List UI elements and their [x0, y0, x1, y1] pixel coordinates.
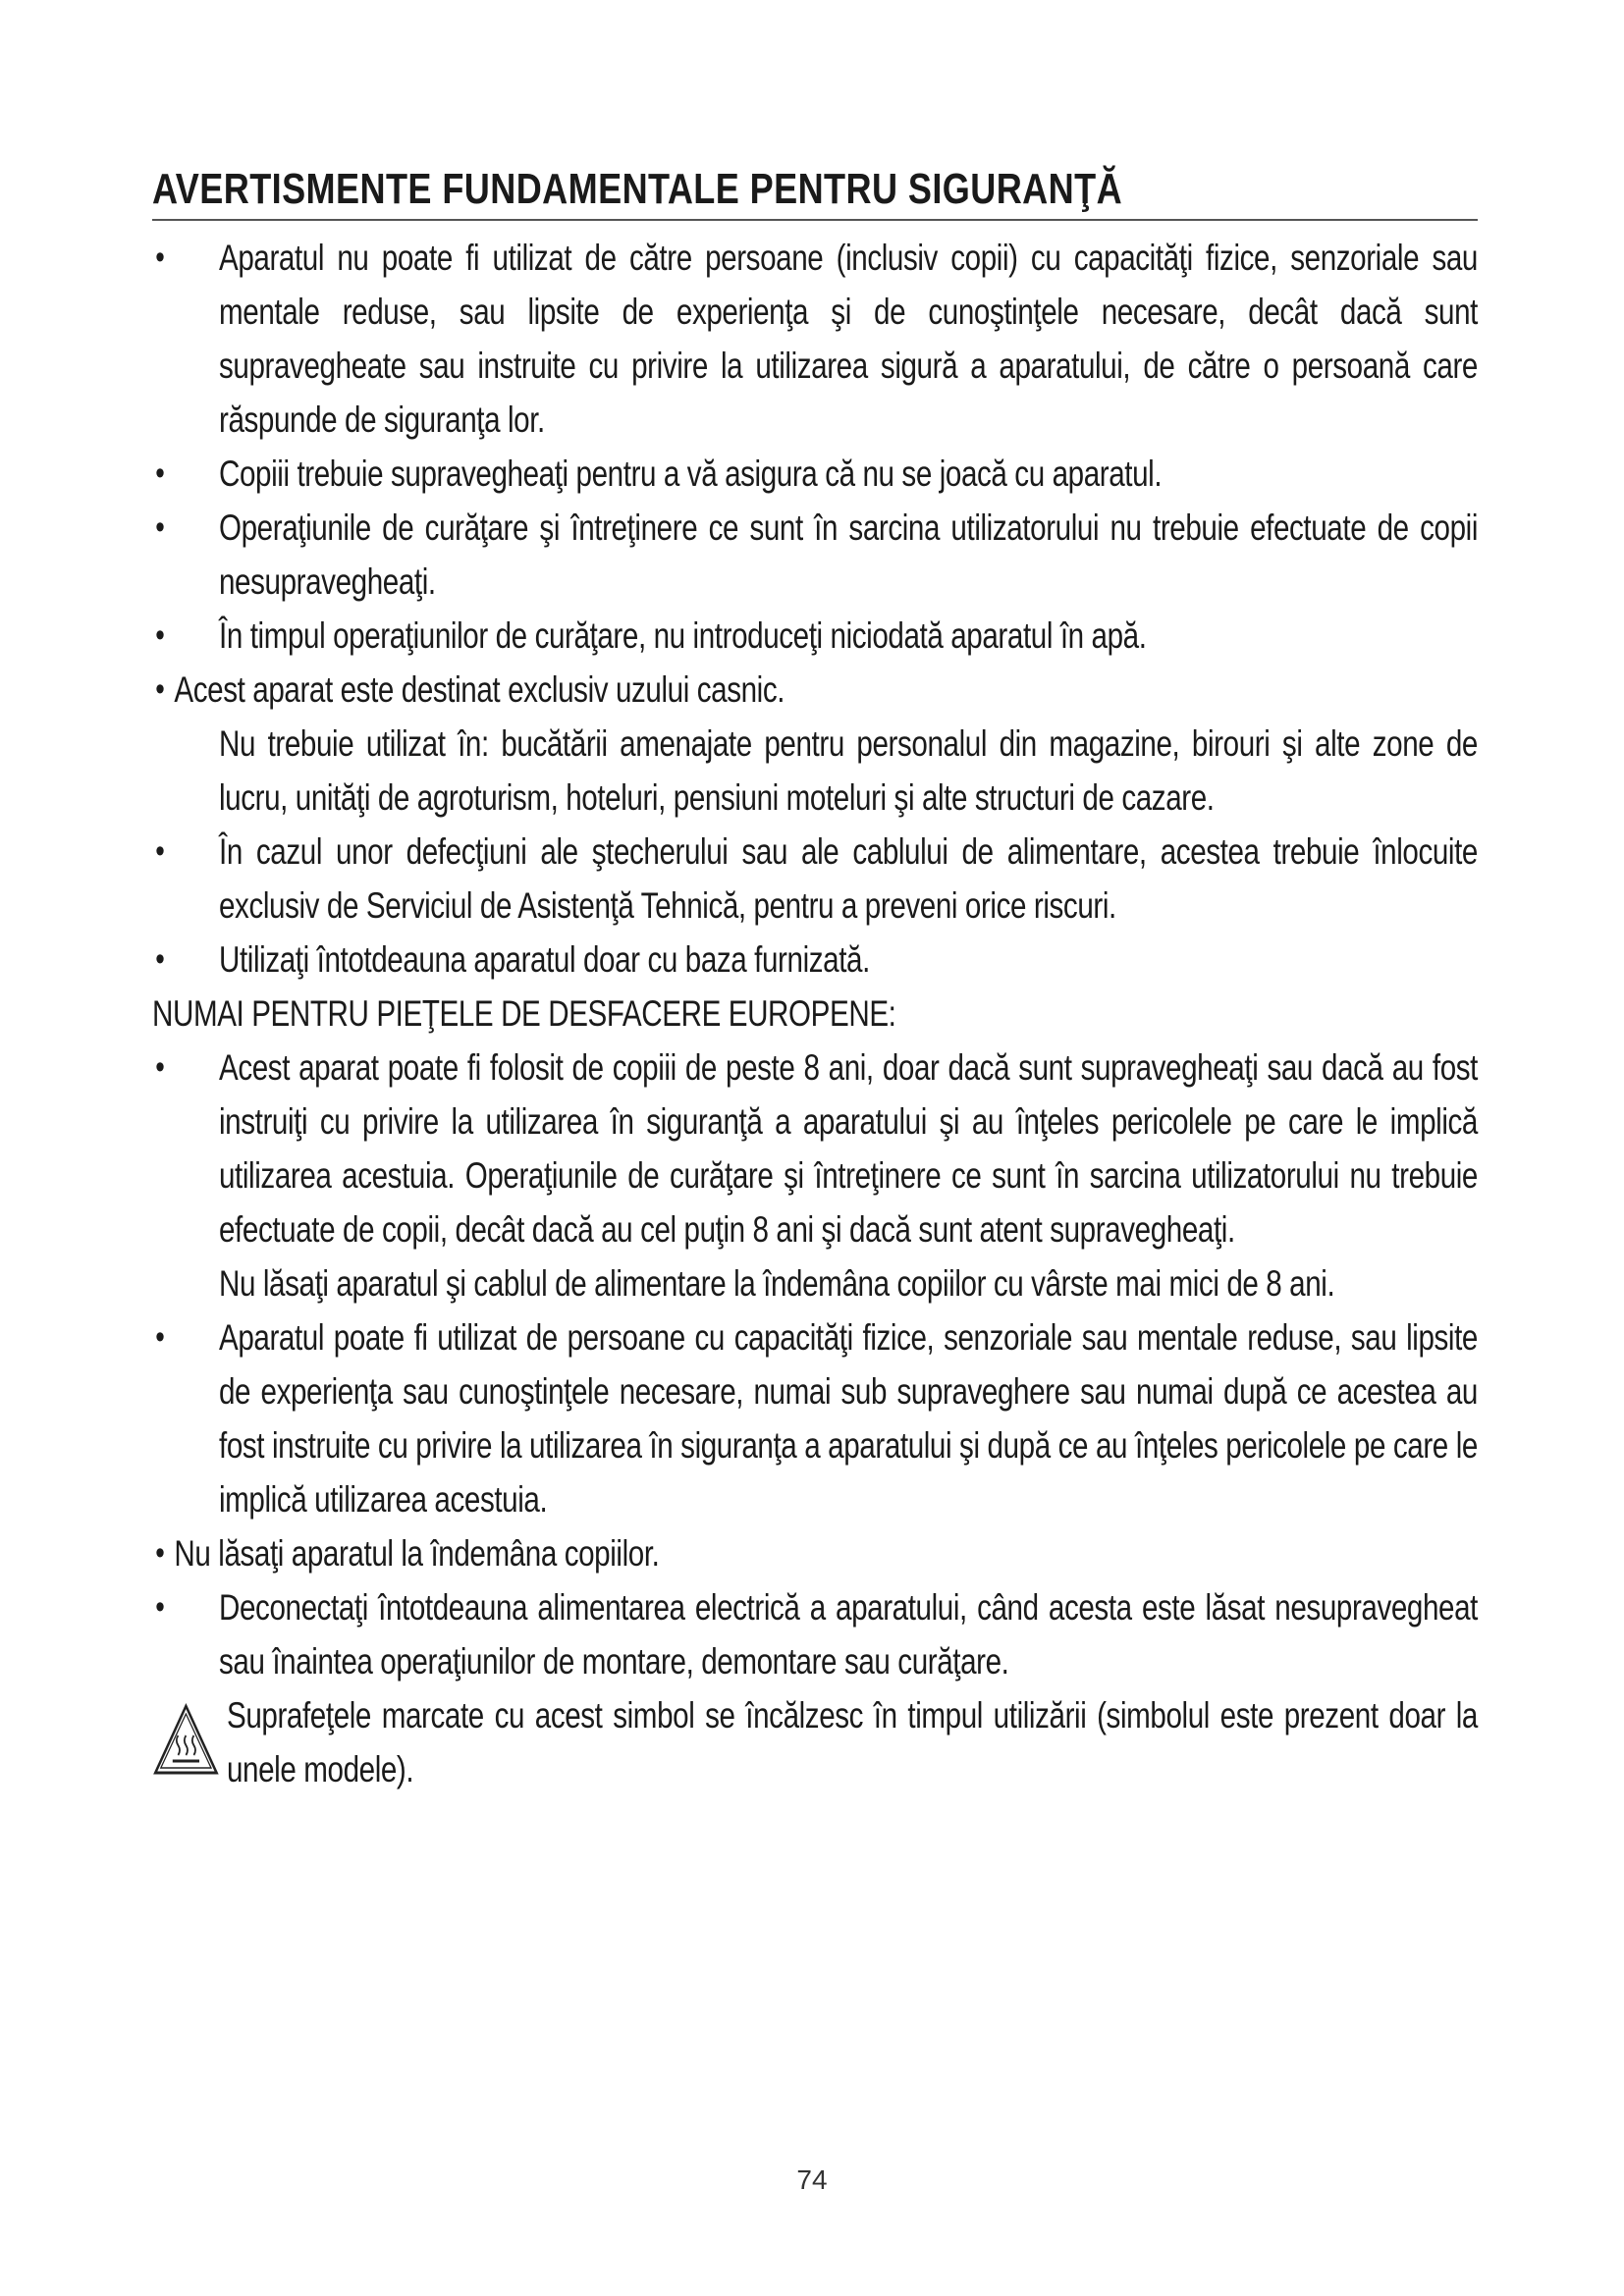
list-item-text: Acest aparat este destinat exclusiv uzului casnic.: [174, 669, 785, 710]
bullet-icon: •: [155, 1048, 165, 1086]
list-item-text: Acest aparat poate fi folosit de copiii de peste 8 ani, doar dacă sunt supravegheaţi sau dacă au fost instruiţi cu privire la utilizarea în siguranţă a aparatului şi au înţeles pericolele pe care le implică utilizarea acestuia. Operaţiunile de curăţare şi întreţinere ce sunt în sarcina utilizatorului nu trebuie efectuate de copii, decât dacă au cel puţin 8 ani şi dacă sunt atent supravegheaţi.: [219, 1047, 1478, 1250]
bullet-icon: •: [155, 616, 165, 654]
document-page: [152, 162, 1478, 1796]
list-item-text: Copiii trebuie supravegheaţi pentru a vă asigura că nu se joacă cu aparatul.: [219, 454, 1163, 494]
bullet-icon: •: [155, 1534, 165, 1572]
bullet-icon: •: [155, 940, 165, 978]
list-item-text: Operaţiunile de curăţare şi întreţinere ce sunt în sarcina utilizatorului nu trebuie efectuate de copii nesupravegheaţi.: [219, 507, 1478, 602]
list-item: [152, 933, 1478, 987]
list-item: [152, 447, 1478, 501]
bullet-icon: •: [155, 670, 165, 708]
list-item-text: Aparatul nu poate fi utilizat de către persoane (inclusiv copii) cu capacităţi fizice, senzoriale sau mentale reduse, sau lipsite de experienţa şi de cunoştinţele necesare, decât dacă sunt supravegheate sau instruite cu privire la utilizarea sigură a aparatului, de către o persoană care răspunde de siguranţa lor.: [219, 238, 1478, 440]
list-item-subtext: Nu trebuie utilizat în: bucătării amenajate pentru personalul din magazine, birouri şi alte zone de lucru, unităţi de agroturism, hoteluri, pensiuni moteluri şi alte structuri de cazare.: [219, 723, 1478, 818]
list-item-subtext: Nu lăsaţi aparatul şi cablul de alimentare la îndemâna copiilor cu vârste mai mici de 8 ani.: [219, 1263, 1335, 1304]
list-item: [152, 1310, 1478, 1526]
list-item-text: Utilizaţi întotdeauna aparatul doar cu baza furnizată.: [219, 939, 870, 980]
list-item-text: Nu lăsaţi aparatul la îndemâna copiilor.: [174, 1533, 660, 1574]
body-text: [152, 231, 1478, 1796]
list-item: [152, 609, 1478, 663]
bullet-icon: •: [155, 832, 165, 870]
bullet-icon: •: [155, 508, 165, 546]
hot-surface-note: [152, 1688, 1478, 1796]
list-item: [152, 501, 1478, 609]
page-title: AVERTISMENTE FUNDAMENTALE PENTRU SIGURANŢĂ: [152, 165, 1123, 213]
list-item: [152, 231, 1478, 447]
list-item: [152, 663, 1478, 717]
bullet-icon: •: [155, 239, 165, 276]
bullet-icon: •: [155, 454, 165, 492]
bullet-icon: •: [155, 1588, 165, 1626]
title-underline: [152, 219, 1478, 221]
eu-heading: NUMAI PENTRU PIEŢELE DE DESFACERE EUROPENE:: [152, 993, 896, 1034]
hot-surface-warning-icon: [152, 1688, 227, 1791]
list-item: [152, 825, 1478, 933]
bullet-icon: •: [155, 1318, 165, 1356]
list-item-text: În timpul operaţiunilor de curăţare, nu introduceţi niciodată aparatul în apă.: [219, 615, 1147, 656]
list-item: [152, 1526, 1478, 1580]
hot-surface-note-text: Suprafeţele marcate cu acest simbol se încălzesc în timpul utilizării (simbolul este prezent doar la unele modele).: [227, 1695, 1478, 1789]
list-item-text: În cazul unor defecţiuni ale ştecherului sau ale cablului de alimentare, acestea trebuie înlocuite exclusiv de Serviciul de Asistenţă Tehnică, pentru a preveni orice riscuri.: [219, 831, 1478, 926]
text-column: [152, 231, 1478, 1796]
list-item-text: Deconectaţi întotdeauna alimentarea electrică a aparatului, când acesta este lăsat nesupravegheat sau înaintea operaţiunilor de montare, demontare sau curăţare.: [219, 1587, 1478, 1682]
list-item: [152, 1041, 1478, 1256]
list-item: [152, 1580, 1478, 1688]
page-number: 74: [796, 2164, 828, 2195]
list-item-text: Aparatul poate fi utilizat de persoane cu capacităţi fizice, senzoriale sau mentale reduse, sau lipsite de experienţa sau cunoştinţele necesare, numai sub supraveghere sau numai după ce acestea au fost instruite cu privire la utilizarea în siguranţa a aparatului şi după ce au înţeles pericolele pe care le implică utilizarea acestuia.: [219, 1317, 1478, 1520]
